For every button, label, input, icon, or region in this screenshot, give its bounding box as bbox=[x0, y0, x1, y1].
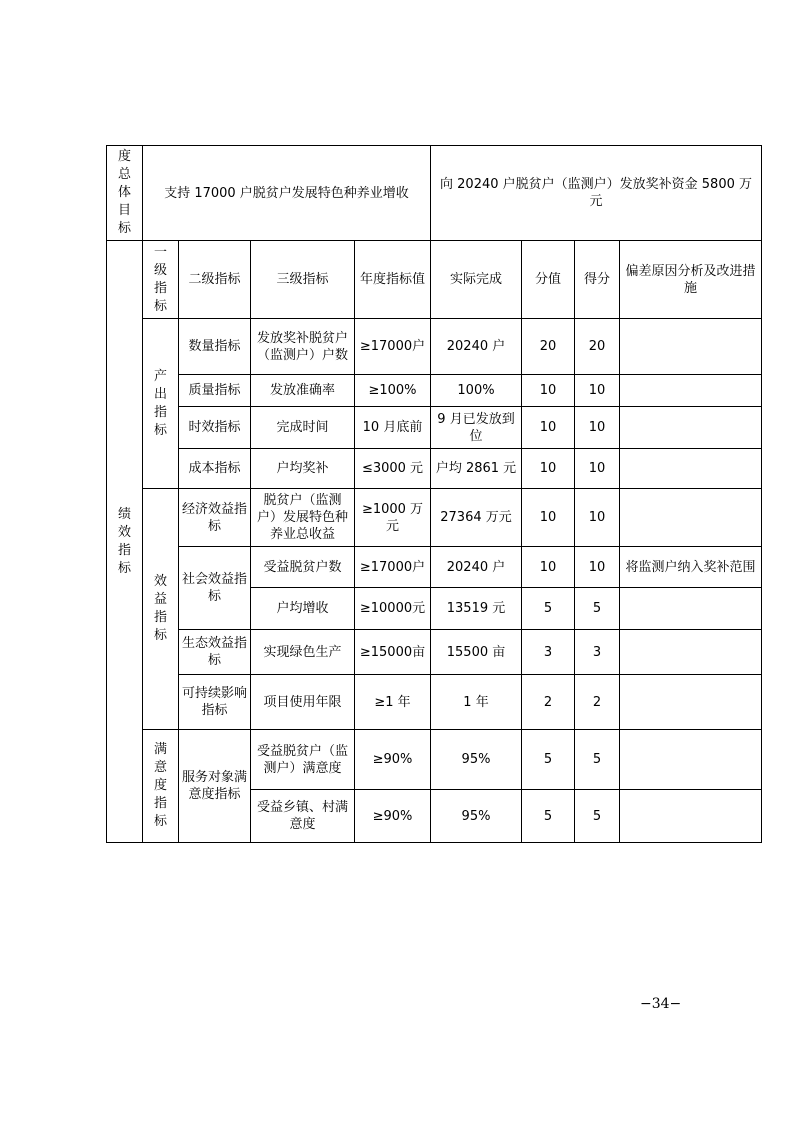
table-row bbox=[107, 730, 762, 790]
actual-cell: 20240 户 bbox=[431, 319, 522, 375]
note-cell: 将监测户纳入奖补范围 bbox=[620, 547, 762, 588]
level2-cell: 数量指标 bbox=[179, 319, 251, 375]
level3-cell: 户均奖补 bbox=[251, 449, 355, 489]
header-level2: 二级指标 bbox=[179, 241, 251, 319]
table-row bbox=[107, 449, 762, 489]
level2-cell: 生态效益指标 bbox=[179, 630, 251, 675]
level3-cell: 受益脱贫户数 bbox=[251, 547, 355, 588]
target-cell: ≥17000户 bbox=[355, 319, 431, 375]
score-cell: 10 bbox=[575, 449, 620, 489]
table-row bbox=[107, 675, 762, 730]
benefit-label: 效益指标 bbox=[143, 489, 179, 730]
level3-cell: 完成时间 bbox=[251, 407, 355, 449]
target-cell: ≥15000亩 bbox=[355, 630, 431, 675]
target-cell: ≥90% bbox=[355, 790, 431, 843]
value-cell: 20 bbox=[522, 319, 575, 375]
level2-cell: 时效指标 bbox=[179, 407, 251, 449]
actual-cell: 户均 2861 元 bbox=[431, 449, 522, 489]
level3-cell: 受益脱贫户（监测户）满意度 bbox=[251, 730, 355, 790]
level2-cell: 社会效益指标 bbox=[179, 547, 251, 630]
performance-table bbox=[106, 145, 762, 843]
target-cell: ≥90% bbox=[355, 730, 431, 790]
target-cell: ≥1 年 bbox=[355, 675, 431, 730]
target-cell: ≥1000 万元 bbox=[355, 489, 431, 547]
table-row bbox=[107, 547, 762, 588]
page-number: −34− bbox=[640, 996, 682, 1012]
actual-cell: 95% bbox=[431, 790, 522, 843]
level3-cell: 受益乡镇、村满意度 bbox=[251, 790, 355, 843]
score-cell: 3 bbox=[575, 630, 620, 675]
level3-cell: 实现绿色生产 bbox=[251, 630, 355, 675]
header-row bbox=[107, 241, 762, 319]
actual-cell: 20240 户 bbox=[431, 547, 522, 588]
note-cell bbox=[620, 375, 762, 407]
score-cell: 2 bbox=[575, 675, 620, 730]
output-label: 产出指标 bbox=[143, 319, 179, 489]
header-deviation: 偏差原因分析及改进措施 bbox=[620, 241, 762, 319]
note-cell bbox=[620, 588, 762, 630]
level2-cell: 可持续影响指标 bbox=[179, 675, 251, 730]
value-cell: 10 bbox=[522, 489, 575, 547]
actual-cell: 15500 亩 bbox=[431, 630, 522, 675]
header-level3: 三级指标 bbox=[251, 241, 355, 319]
overall-target-label: 度总体目标 bbox=[107, 146, 143, 241]
header-annual-value: 年度指标值 bbox=[355, 241, 431, 319]
note-cell bbox=[620, 790, 762, 843]
score-cell: 5 bbox=[575, 790, 620, 843]
table-row bbox=[107, 489, 762, 547]
note-cell bbox=[620, 407, 762, 449]
target-cell: 10 月底前 bbox=[355, 407, 431, 449]
score-cell: 5 bbox=[575, 588, 620, 630]
overall-target-row bbox=[107, 146, 762, 241]
level2-cell: 成本指标 bbox=[179, 449, 251, 489]
score-cell: 20 bbox=[575, 319, 620, 375]
satisfaction-label: 满意度指标 bbox=[143, 730, 179, 843]
actual-cell: 27364 万元 bbox=[431, 489, 522, 547]
target-cell: ≥100% bbox=[355, 375, 431, 407]
header-level1: 一级指标 bbox=[143, 241, 179, 319]
value-cell: 10 bbox=[522, 547, 575, 588]
score-cell: 10 bbox=[575, 489, 620, 547]
target-2: 向 20240 户脱贫户（监测户）发放奖补资金 5800 万元 bbox=[431, 146, 762, 241]
level3-cell: 项目使用年限 bbox=[251, 675, 355, 730]
note-cell bbox=[620, 319, 762, 375]
note-cell bbox=[620, 630, 762, 675]
level3-cell: 脱贫户（监测户）发展特色种养业总收益 bbox=[251, 489, 355, 547]
score-cell: 10 bbox=[575, 375, 620, 407]
level3-cell: 发放奖补脱贫户（监测户）户数 bbox=[251, 319, 355, 375]
score-cell: 10 bbox=[575, 407, 620, 449]
actual-cell: 1 年 bbox=[431, 675, 522, 730]
value-cell: 10 bbox=[522, 407, 575, 449]
value-cell: 2 bbox=[522, 675, 575, 730]
performance-indicator-label: 绩效指标 bbox=[107, 241, 143, 843]
note-cell bbox=[620, 675, 762, 730]
table-row bbox=[107, 630, 762, 675]
target-cell: ≤3000 元 bbox=[355, 449, 431, 489]
value-cell: 5 bbox=[522, 790, 575, 843]
level2-cell: 质量指标 bbox=[179, 375, 251, 407]
value-cell: 5 bbox=[522, 730, 575, 790]
table-row bbox=[107, 407, 762, 449]
level3-cell: 发放准确率 bbox=[251, 375, 355, 407]
score-cell: 5 bbox=[575, 730, 620, 790]
header-score: 得分 bbox=[575, 241, 620, 319]
level2-cell: 经济效益指标 bbox=[179, 489, 251, 547]
actual-cell: 95% bbox=[431, 730, 522, 790]
note-cell bbox=[620, 489, 762, 547]
value-cell: 5 bbox=[522, 588, 575, 630]
target-cell: ≥10000元 bbox=[355, 588, 431, 630]
note-cell bbox=[620, 449, 762, 489]
level3-cell: 户均增收 bbox=[251, 588, 355, 630]
value-cell: 3 bbox=[522, 630, 575, 675]
table-row bbox=[107, 375, 762, 407]
target-cell: ≥17000户 bbox=[355, 547, 431, 588]
actual-cell: 13519 元 bbox=[431, 588, 522, 630]
value-cell: 10 bbox=[522, 449, 575, 489]
score-cell: 10 bbox=[575, 547, 620, 588]
note-cell bbox=[620, 730, 762, 790]
table-row bbox=[107, 319, 762, 375]
target-1: 支持 17000 户脱贫户发展特色种养业增收 bbox=[143, 146, 431, 241]
actual-cell: 9 月已发放到位 bbox=[431, 407, 522, 449]
actual-cell: 100% bbox=[431, 375, 522, 407]
header-score-value: 分值 bbox=[522, 241, 575, 319]
value-cell: 10 bbox=[522, 375, 575, 407]
header-actual: 实际完成 bbox=[431, 241, 522, 319]
level2-cell: 服务对象满意度指标 bbox=[179, 730, 251, 843]
